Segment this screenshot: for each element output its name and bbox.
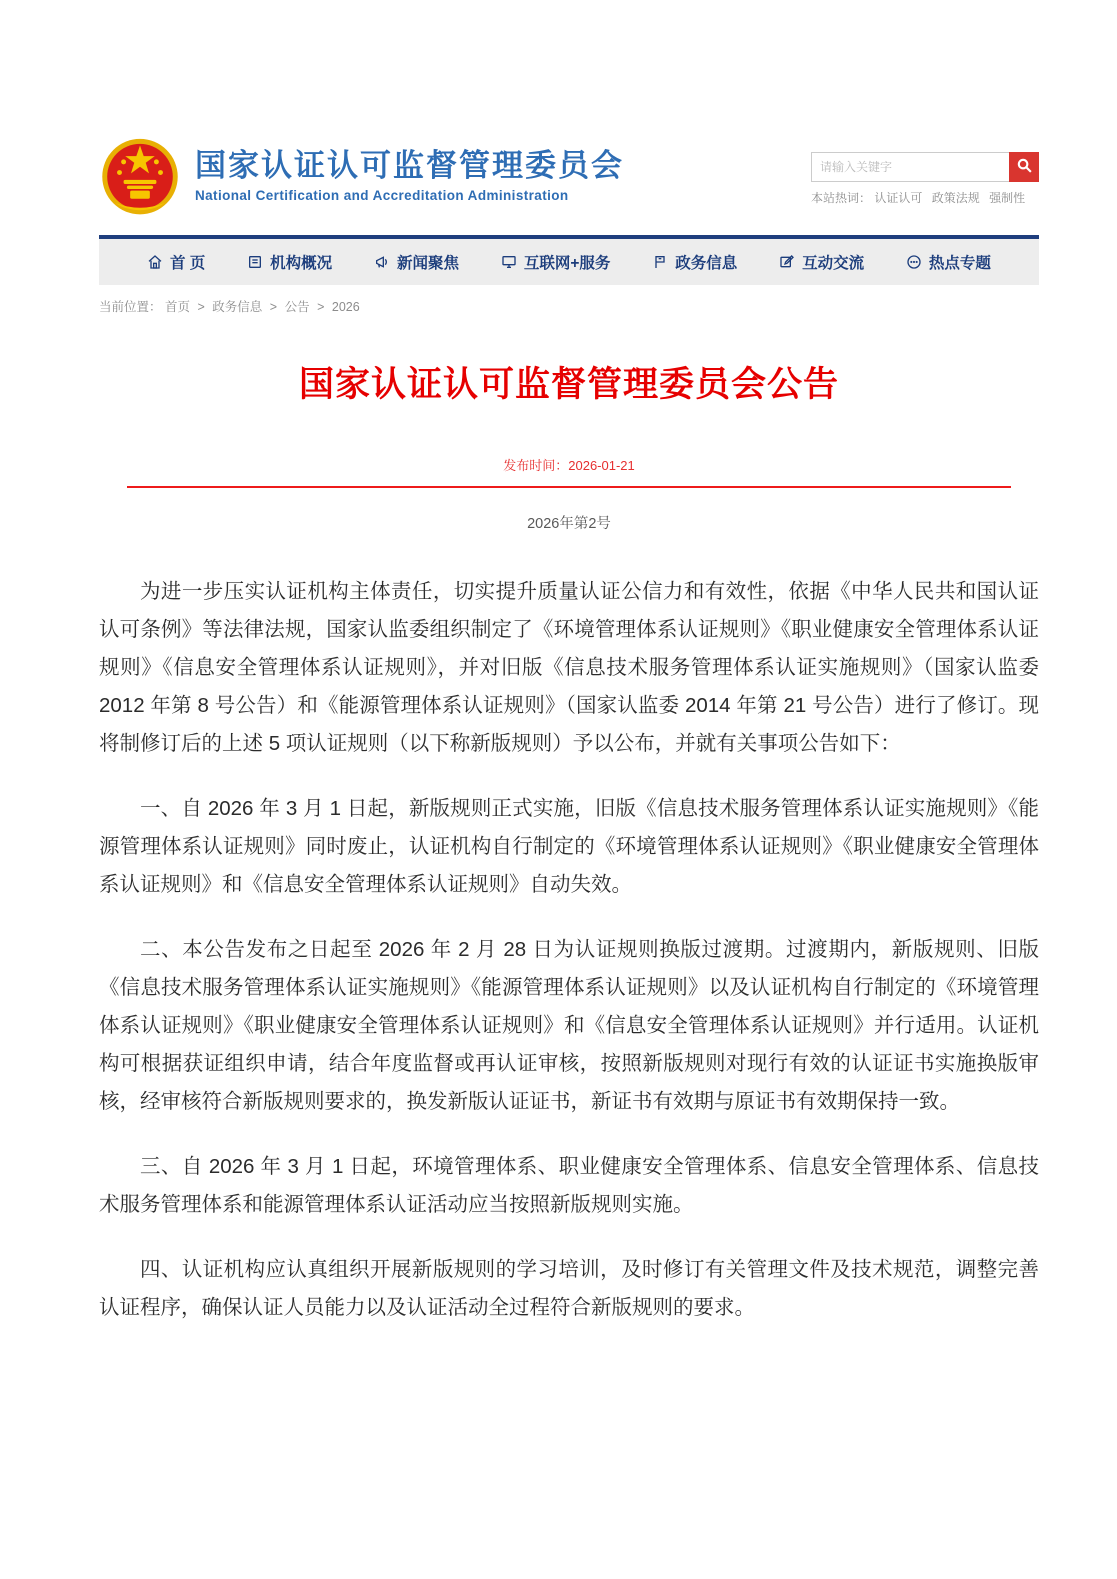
page-container <box>99 0 1039 1327</box>
publish-date: 2026-01-21 <box>568 458 635 473</box>
brand-text <box>195 147 624 202</box>
gov-info-flag-icon <box>652 254 668 270</box>
breadcrumb-item-home[interactable]: 首页 <box>165 300 191 314</box>
breadcrumb-item-announcements[interactable]: 公告 <box>284 300 310 314</box>
publish-time-row <box>99 455 1039 474</box>
site-subtitle: National Certification and Accreditation Administration <box>195 187 569 203</box>
site-header <box>99 0 1039 216</box>
publish-time-label: 发布时间： <box>503 458 569 473</box>
hotword-link[interactable]: 政策法规 <box>931 191 980 205</box>
paragraph-item-2: 二、本公告发布之日起至 2026 年 2 月 28 日为认证规则换版过渡期。过渡期内，新版规则、旧版《信息技术服务管理体系认证实施规则》《能源管理体系认证规则》以及认证机构自行制定的《环境管理体系认证规则》《职业健康安全管理体系认证规则》和《信息安全管理体系认证规则》并行适用。认证机构可根据获证组织申请，结合年度监督或再认证审核，按照新版规则对现行有效的认证证书实施换版审核，经审核符合新版规则要求的，换发新版认证证书，新证书有效期与原证书有效期保持一致。 <box>99 938 1039 1113</box>
search-button[interactable] <box>1009 152 1039 182</box>
search-area <box>811 134 1039 206</box>
nav-item-label: 热点专题 <box>928 255 991 272</box>
breadcrumb-separator: > <box>317 300 325 314</box>
nav-item-internet-service[interactable] <box>501 251 611 273</box>
paragraph-item-1: 一、自 2026 年 3 月 1 日起，新版规则正式实施，旧版《信息技术服务管理体系认证实施规则》《能源管理体系认证规则》同时废止，认证机构自行制定的《环境管理体系认证规则》《职业健康安全管理体系认证规则》和《信息安全管理体系认证规则》自动失效。 <box>99 797 1039 896</box>
nav-item-label: 互动交流 <box>802 255 865 272</box>
hotword-link[interactable]: 认证认可 <box>874 191 923 205</box>
search-input[interactable] <box>811 152 1009 182</box>
hotwords-row <box>811 189 1039 206</box>
paragraph-intro: 为进一步压实认证机构主体责任，切实提升质量认证公信力和有效性，依据《中华人民共和国认证认可条例》等法律法规，国家认监委组织制定了《环境管理体系认证规则》《职业健康安全管理体系认证规则》《信息安全管理体系认证规则》，并对旧版《信息技术服务管理体系认证实施规则》（国家认监委 2012 年第 8 号公告）和《能源管理体系认证规则》（国家认监委 2014 年第 21 号公告）进行了修订。现将制修订后的上述 5 项认证规则（以下称新版规则）予以公布，并就有关事项公告如下： <box>99 580 1039 755</box>
search-icon <box>1016 157 1033 177</box>
national-emblem-logo <box>99 134 181 216</box>
nav-item-org-overview[interactable] <box>247 251 332 273</box>
breadcrumb-separator: > <box>197 300 205 314</box>
breadcrumb-label: 当前位置： <box>99 300 162 314</box>
red-divider <box>127 486 1011 488</box>
nav-item-gov-info[interactable] <box>652 251 737 273</box>
home-icon <box>147 254 163 270</box>
nav-item-label: 政务信息 <box>675 255 738 272</box>
article-title: 国家认证认可监督管理委员会公告 <box>298 365 839 404</box>
site-title: 国家认证认可监督管理委员会 <box>195 148 624 184</box>
breadcrumb <box>99 297 1039 315</box>
nav-item-news[interactable] <box>374 251 459 273</box>
nav-item-label: 互联网+服务 <box>523 255 611 272</box>
news-megaphone-icon <box>374 254 390 270</box>
nav-item-interaction[interactable] <box>779 251 864 273</box>
document-number: 2026年第2号 <box>527 516 611 532</box>
interaction-edit-icon <box>779 254 795 270</box>
internet-service-monitor-icon <box>501 254 517 270</box>
paragraph-item-4: 四、认证机构应认真组织开展新版规则的学习培训，及时修订有关管理文件及技术规范，调整完善认证程序，确保认证人员能力以及认证活动全过程符合新版规则的要求。 <box>99 1258 1039 1319</box>
nav-item-label: 首 页 <box>170 255 206 272</box>
nav-item-label: 新闻聚焦 <box>396 255 459 272</box>
nav-item-label: 机构概况 <box>270 255 333 272</box>
hotwords-label: 本站热词： <box>811 191 872 205</box>
paragraph-item-3: 三、自 2026 年 3 月 1 日起，环境管理体系、职业健康安全管理体系、信息安全管理体系、信息技术服务管理体系和能源管理体系认证活动应当按照新版规则实施。 <box>99 1155 1039 1216</box>
breadcrumb-separator: > <box>269 300 278 314</box>
hotword-link[interactable]: 强制性 <box>989 191 1026 205</box>
main-nav <box>99 235 1039 285</box>
nav-item-home[interactable] <box>147 251 205 273</box>
breadcrumb-item-year[interactable]: 2026 <box>331 300 360 314</box>
org-overview-icon <box>247 254 263 270</box>
nav-item-hot-topics[interactable] <box>906 251 991 273</box>
article-body <box>99 573 1039 1327</box>
site-brand <box>99 134 624 216</box>
breadcrumb-item-gov-info[interactable]: 政务信息 <box>212 300 263 314</box>
hot-topics-chat-icon <box>906 254 922 270</box>
announcement-article <box>99 357 1039 1327</box>
